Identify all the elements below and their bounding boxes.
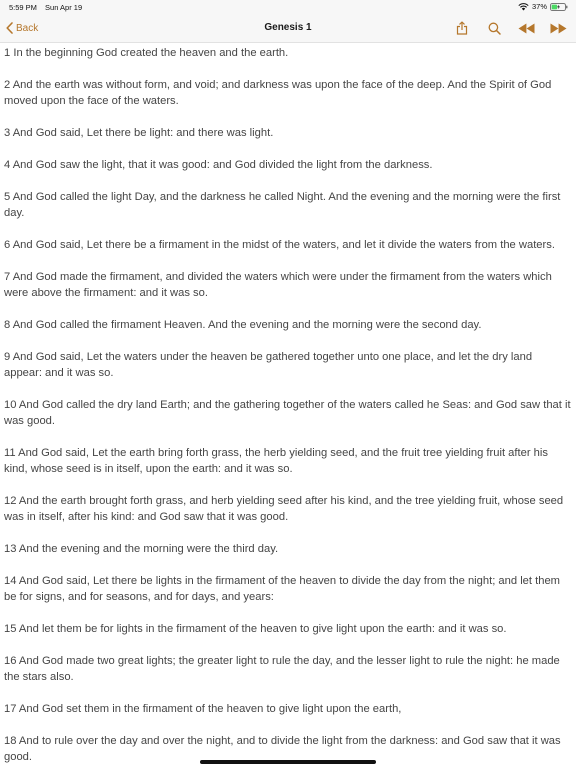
verse-10[interactable]: 10 And God called the dry land Earth; and the gathering together of the waters called he Seas: and God saw that it was good. xyxy=(4,399,571,427)
nav-actions xyxy=(438,20,566,36)
next-chapter-icon xyxy=(550,23,567,34)
status-date: Sun Apr 19 xyxy=(45,3,83,12)
verse-15[interactable]: 15 And let them be for lights in the firmament of the heaven to give light upon the earth: and it was so. xyxy=(4,623,507,635)
chapter-content[interactable] xyxy=(0,42,576,763)
previous-chapter-button[interactable] xyxy=(518,20,534,36)
verse-13[interactable]: 13 And the evening and the morning were the third day. xyxy=(4,543,279,555)
verse-3[interactable]: 3 And God said, Let there be light: and there was light. xyxy=(4,127,274,139)
verse-2[interactable]: 2 And the earth was without form, and void; and darkness was upon the face of the deep. And the Spirit of God moved upon the face of the waters. xyxy=(4,79,552,107)
share-icon xyxy=(456,21,468,35)
battery-percent: 37% xyxy=(531,2,547,11)
search-button[interactable] xyxy=(486,20,502,36)
verse-17[interactable]: 17 And God set them in the firmament of the heaven to give light upon the earth, xyxy=(4,703,402,715)
verse-9[interactable]: 9 And God said, Let the waters under the heaven be gathered together unto one place, and let the dry land appear: and it was so. xyxy=(4,351,533,379)
verse-1[interactable]: 1 In the beginning God created the heaven and the earth. xyxy=(4,47,289,59)
verse-6[interactable]: 6 And God said, Let there be a firmament in the midst of the waters, and let it divide the waters from the waters. xyxy=(4,239,555,251)
wifi-icon xyxy=(518,3,529,11)
verse-list xyxy=(0,42,576,765)
verse-7[interactable]: 7 And God made the firmament, and divided the waters which were under the firmament from the waters which were above the firmament: and it was so. xyxy=(4,271,552,299)
status-right xyxy=(518,2,568,11)
verse-16[interactable]: 16 And God made two great lights; the greater light to rule the day, and the lesser light to rule the night: he made the stars also. xyxy=(4,655,560,683)
search-icon xyxy=(488,22,501,35)
verse-8[interactable]: 8 And God called the firmament Heaven. And the evening and the morning were the second day. xyxy=(4,319,482,331)
page-title: Genesis 1 xyxy=(264,22,312,33)
back-label: Back xyxy=(16,22,39,34)
verse-11[interactable]: 11 And God said, Let the earth bring forth grass, the herb yielding seed, and the fruit tree yielding fruit after his kind, whose seed is in itself, upon the earth: and it was so. xyxy=(4,447,548,475)
battery-icon xyxy=(550,3,568,11)
status-left xyxy=(9,3,88,12)
share-button[interactable] xyxy=(454,20,470,36)
verse-18[interactable]: 18 And to rule over the day and over the night, and to divide the light from the darkness: and God saw that it was good. xyxy=(4,735,561,763)
verse-5[interactable]: 5 And God called the light Day, and the darkness he called Night. And the evening and the morning were the first day. xyxy=(4,191,561,219)
previous-chapter-icon xyxy=(518,23,535,34)
next-chapter-button[interactable] xyxy=(550,20,566,36)
status-bar xyxy=(0,0,576,14)
home-indicator[interactable] xyxy=(200,760,376,764)
verse-12[interactable]: 12 And the earth brought forth grass, and herb yielding seed after his kind, and the tree yielding fruit, whose seed was in itself, after his kind: and God saw that it was good. xyxy=(4,495,564,523)
verse-14[interactable]: 14 And God said, Let there be lights in the firmament of the heaven to divide the day from the night; and let them be for signs, and for seasons, and for days, and years: xyxy=(4,575,560,603)
navigation-bar xyxy=(0,14,576,43)
status-time: 5:59 PM xyxy=(9,3,37,12)
verse-4[interactable]: 4 And God saw the light, that it was good: and God divided the light from the darkness. xyxy=(4,159,433,171)
